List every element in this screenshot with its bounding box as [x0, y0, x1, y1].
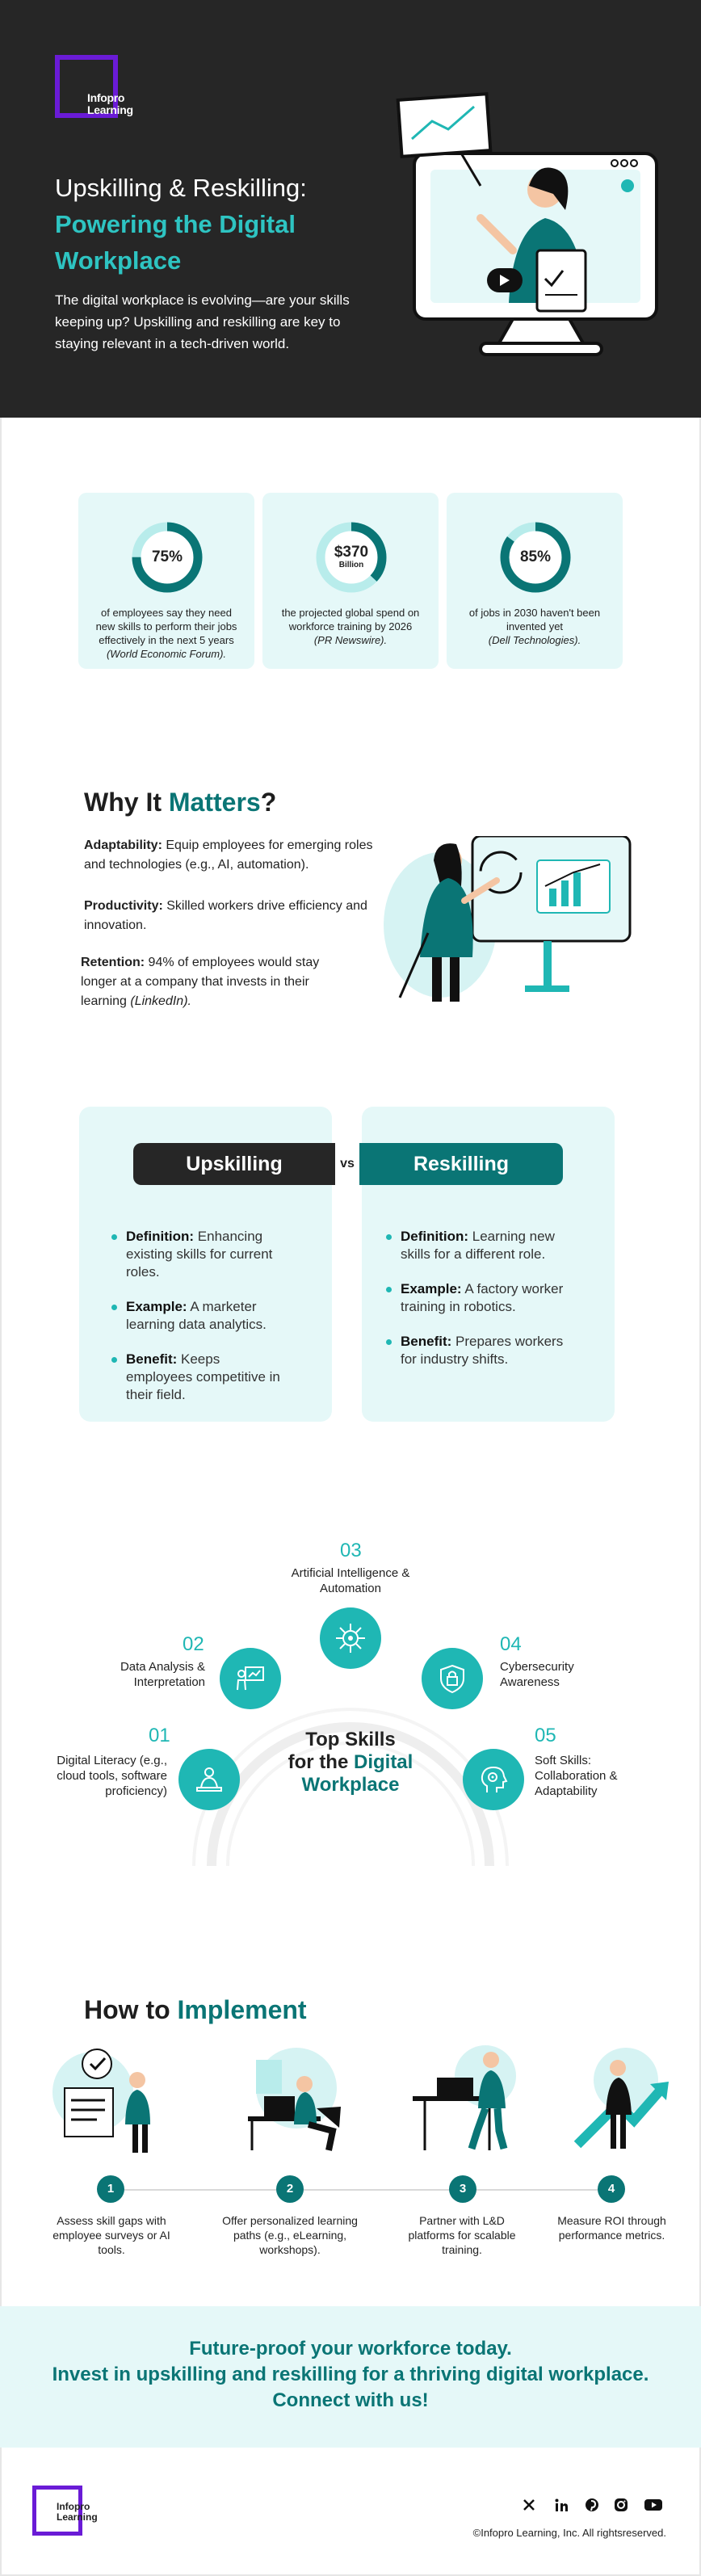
- why-item-source: (LinkedIn).: [130, 994, 191, 1008]
- how-title-highlight: Implement: [177, 1995, 307, 2024]
- why-title-highlight: Matters: [168, 788, 261, 817]
- point-text: A marketer learning data analytics.: [126, 1299, 267, 1332]
- step-text-1: Assess skill gaps with employee surveys or AI tools.: [52, 2214, 170, 2256]
- step-text-3: Partner with L&D platforms for scalable training.: [408, 2214, 516, 2256]
- step-number-1: 1: [97, 2175, 124, 2203]
- stat-desc-text: of jobs in 2030 haven't been invented yet: [468, 607, 601, 632]
- point-text: Enhancing existing skills for current roles.: [126, 1229, 273, 1280]
- laptop-user-icon: [178, 1749, 240, 1810]
- cta-connect-link[interactable]: Connect with us!: [272, 2389, 429, 2411]
- call-to-action-banner: [0, 2306, 701, 2448]
- reskilling-title: Reskilling: [359, 1143, 563, 1185]
- step-number-4: 4: [598, 2175, 625, 2203]
- stat-desc-text: of employees say they need new skills to perform their jobs effectively in the next 5 years: [95, 607, 237, 646]
- stat-value: $370: [334, 544, 369, 561]
- reskilling-points: [386, 1228, 572, 1385]
- skill-label-01: Digital Literacy (e.g., cloud tools, software proficiency): [57, 1754, 167, 1798]
- why-item-label: Retention:: [81, 956, 145, 969]
- stat-value: 85%: [519, 548, 552, 565]
- stat-source: (World Economic Forum).: [106, 648, 227, 660]
- point-text: Learning new skills for a different role.: [401, 1229, 555, 1262]
- hero-description: The digital workplace is evolving—are your skills keeping up? Upskilling and reskilling are key to staying relevant in a tech-driven world.: [55, 292, 350, 351]
- stat-card-future-jobs: [447, 493, 623, 669]
- skill-number-02: 02: [183, 1633, 204, 1655]
- stat-card-skills-needed: [78, 493, 254, 669]
- why-section-title: [84, 788, 276, 817]
- shield-lock-icon: [422, 1648, 483, 1709]
- x-icon[interactable]: [520, 2496, 538, 2514]
- copyright-text: ©Infopro Learning, Inc. All rightsreserved.: [472, 2527, 666, 2539]
- skills-title-line2: for the: [288, 1751, 354, 1773]
- how-section-title: [84, 1995, 307, 2025]
- ai-chip-icon: [320, 1607, 381, 1669]
- upskilling-points: [111, 1228, 289, 1421]
- why-item-text: Skilled workers drive efficiency and innovation.: [84, 899, 367, 932]
- skill-label-02: Data Analysis & Interpretation: [120, 1660, 205, 1689]
- vs-label: vs: [340, 1157, 355, 1170]
- why-item-productivity: [84, 897, 375, 935]
- step-3-illustration: [409, 2044, 530, 2157]
- why-item-label: Productivity:: [84, 899, 163, 913]
- skill-number-01: 01: [149, 1725, 170, 1746]
- cta-line-2: Invest in upskilling and reskilling for a thriving digital workplace.: [52, 2364, 649, 2385]
- point-text: Keeps employees competitive in their field.: [126, 1351, 280, 1402]
- why-item-text: Equip employees for emerging roles and technologies (e.g., AI, automation).: [84, 838, 373, 872]
- stat-value-wrap: [131, 521, 204, 594]
- stat-value: 75%: [151, 548, 183, 565]
- steps-timeline: [109, 2189, 610, 2191]
- stat-description: [93, 606, 240, 661]
- cta-line-1: Future-proof your workforce today.: [189, 2338, 512, 2360]
- skills-title-line1: Top Skills: [305, 1729, 396, 1750]
- stat-unit: Billion: [338, 561, 364, 569]
- why-item-text: 94% of employees would stay longer at a company that invests in their learning: [81, 956, 320, 1008]
- stat-desc-text: the projected global spend on workforce training by 2026: [281, 607, 420, 632]
- footer-brand-line2: Learning: [57, 2511, 98, 2523]
- step-text-4: Measure ROI through performance metrics.: [557, 2214, 666, 2242]
- list-item: [111, 1351, 289, 1404]
- why-item-adaptability: [84, 836, 375, 875]
- step-text-2: Offer personalized learning paths (e.g., eLearning, workshops).: [222, 2214, 358, 2256]
- skill-label-03: Artificial Intelligence & Automation: [291, 1566, 410, 1595]
- footer-logo[interactable]: [57, 2502, 98, 2523]
- youtube-icon[interactable]: [644, 2496, 662, 2514]
- why-title-plain: Why It: [84, 788, 169, 817]
- skill-label-04: Cybersecurity Awareness: [500, 1660, 574, 1689]
- stat-description: [461, 606, 608, 647]
- stat-value-wrap: [315, 521, 388, 594]
- linkedin-icon[interactable]: [552, 2496, 570, 2514]
- why-item-retention: [81, 953, 355, 1011]
- stat-card-training-spend: [262, 493, 439, 669]
- why-title-suffix: ?: [260, 788, 277, 817]
- hero-banner: [0, 0, 701, 418]
- brand-name-line2: Learning: [87, 103, 133, 116]
- step-number-3: 3: [449, 2175, 476, 2203]
- pinterest-icon[interactable]: [583, 2496, 601, 2514]
- list-item: [386, 1280, 572, 1316]
- head-gear-icon: [463, 1749, 524, 1810]
- brand-logo[interactable]: [87, 92, 133, 116]
- presentation-icon: [220, 1648, 281, 1709]
- point-label: Definition:: [126, 1229, 195, 1244]
- upskilling-title: Upskilling: [133, 1143, 335, 1185]
- why-item-label: Adaptability:: [84, 838, 162, 852]
- skill-number-03: 03: [340, 1540, 362, 1561]
- list-item: [386, 1228, 572, 1263]
- step-2-illustration: [228, 2044, 349, 2157]
- point-label: Benefit:: [126, 1351, 178, 1367]
- skill-label-05: Soft Skills: Collaboration & Adaptability: [535, 1754, 618, 1798]
- point-text: A factory worker training in robotics.: [401, 1281, 564, 1314]
- skills-center-title: Top Skills for the Digital Workplace: [288, 1729, 413, 1796]
- skill-number-05: 05: [535, 1725, 556, 1746]
- step-4-illustration: [557, 2044, 678, 2157]
- list-item: [111, 1298, 289, 1334]
- point-label: Example:: [401, 1281, 462, 1296]
- stat-source: (Dell Technologies).: [488, 634, 581, 646]
- hero-title-highlight: Powering the Digital Workplace: [55, 210, 296, 275]
- why-illustration: [384, 836, 634, 1010]
- list-item: [111, 1228, 289, 1281]
- step-1-illustration: [48, 2044, 170, 2157]
- brand-name-line1: Infopro: [87, 91, 125, 104]
- skill-number-04: 04: [500, 1633, 522, 1655]
- stat-description: [277, 606, 424, 647]
- instagram-icon[interactable]: [612, 2496, 630, 2514]
- list-item: [386, 1333, 572, 1368]
- how-title-plain: How to: [84, 1995, 178, 2024]
- point-label: Benefit:: [401, 1334, 452, 1349]
- hero-illustration: [392, 89, 666, 368]
- stat-source: (PR Newswire).: [313, 634, 388, 646]
- footer-brand-line1: Infopro: [57, 2501, 90, 2512]
- hero-title: Upskilling & Reskilling:: [55, 174, 307, 202]
- step-number-2: 2: [276, 2175, 304, 2203]
- point-label: Example:: [126, 1299, 187, 1314]
- point-text: Prepares workers for industry shifts.: [401, 1334, 564, 1367]
- stat-value-wrap: [499, 521, 572, 594]
- point-label: Definition:: [401, 1229, 469, 1244]
